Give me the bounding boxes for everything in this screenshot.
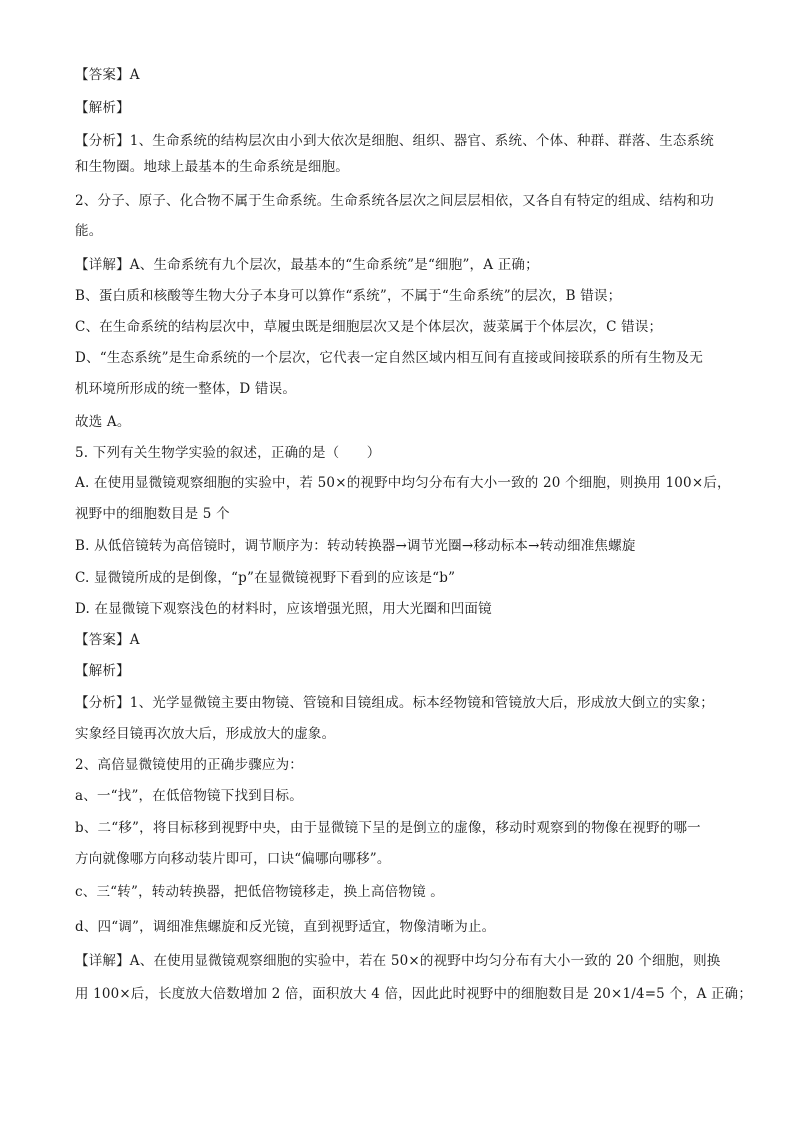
option-c: C. 显微镜所成的是倒像，“p”在显微镜视野下看到的应该是“b” bbox=[75, 570, 456, 586]
detail-line: 【详解】A、生命系统有九个层次，最基本的“生命系统”是“细胞”，A 正确； bbox=[75, 257, 539, 273]
answer-label-1: 【答案】A bbox=[75, 67, 140, 83]
analysis-label-2: 【解析】 bbox=[75, 663, 130, 679]
option-b: B. 从低倍镜转为高倍镜时，调节顺序为：转动转换器→调节光圈→移动标本→转动细准焦螺旋 bbox=[75, 538, 636, 554]
analysis-label-1: 【解析】 bbox=[75, 100, 130, 116]
text-line: 能。 bbox=[75, 223, 103, 239]
text-line: 实象经目镜再次放大后，形成放大的虚象。 bbox=[75, 726, 336, 742]
detail-line: 机环境所形成的统一整体，D 错误。 bbox=[75, 381, 297, 397]
text-line: 和生物圈。地球上最基本的生命系统是细胞。 bbox=[75, 159, 349, 175]
detail-line: D、“生态系统”是生命系统的一个层次，它代表一定自然区域内相互间有直接或间接联系的所有生物及无 bbox=[75, 350, 704, 366]
detail-line: C、在生命系统的结构层次中，草履虫既是细胞层次又是个体层次，菠菜属于个体层次，C 错误； bbox=[75, 319, 663, 335]
text-line: 2、高倍显微镜使用的正确步骤应为： bbox=[75, 757, 303, 773]
detail-line: B、蛋白质和核酸等生物大分子本身可以算作“系统”，不属于“生命系统”的层次，B 错误； bbox=[75, 288, 622, 304]
text-line: 2、分子、原子、化合物不属于生命系统。生命系统各层次之间层层相依，又各自有特定的组成、结构和功 bbox=[75, 193, 714, 209]
option-a-cont: 视野中的细胞数目是 5 个 bbox=[75, 506, 230, 522]
text-line: 【分析】1、光学显微镜主要由物镜、管镜和目镜组成。标本经物镜和管镜放大后，形成放大倒立的实象； bbox=[75, 695, 714, 711]
detail-line: 用 100×后，长度放大倍数增加 2 倍，面积放大 4 倍，因此此时视野中的细胞数目是 20×1/4=5 个，A 正确； bbox=[75, 986, 752, 1002]
detail-line: 【详解】A、在使用显微镜观察细胞的实验中，若在 50×的视野中均匀分布有大小一致的 20 个细胞，则换 bbox=[75, 953, 721, 969]
option-d: D. 在显微镜下观察浅色的材料时，应该增强光照，用大光圈和凹面镜 bbox=[75, 601, 492, 617]
step-c: c、三“转”，转动转换器，把低倍物镜移走，换上高倍物镜 。 bbox=[75, 884, 444, 900]
option-a: A. 在使用显微镜观察细胞的实验中，若 50×的视野中均匀分布有大小一致的 20 个细胞，则换用 100×后， bbox=[75, 475, 731, 491]
step-d: d、四“调”，调细准焦螺旋和反光镜，直到视野适宜，物像清晰为止。 bbox=[75, 919, 496, 935]
step-b: b、二“移”，将目标移到视野中央，由于显微镜下呈的是倒立的虚像，移动时观察到的物像在视野的哪一 bbox=[75, 820, 701, 836]
step-b-cont: 方向就像哪方向移动装片即可，口诀“偏哪向哪移”。 bbox=[75, 851, 391, 867]
conclusion-line: 故选 A。 bbox=[75, 414, 131, 430]
step-a: a、一“找”，在低倍物镜下找到目标。 bbox=[75, 788, 303, 804]
answer-label-2: 【答案】A bbox=[75, 632, 140, 648]
question-stem: 5. 下列有关生物学实验的叙述，正确的是（ ） bbox=[75, 445, 381, 461]
text-line: 【分析】1、生命系统的结构层次由小到大依次是细胞、组织、器官、系统、个体、种群、群落、生态系统 bbox=[75, 133, 714, 149]
